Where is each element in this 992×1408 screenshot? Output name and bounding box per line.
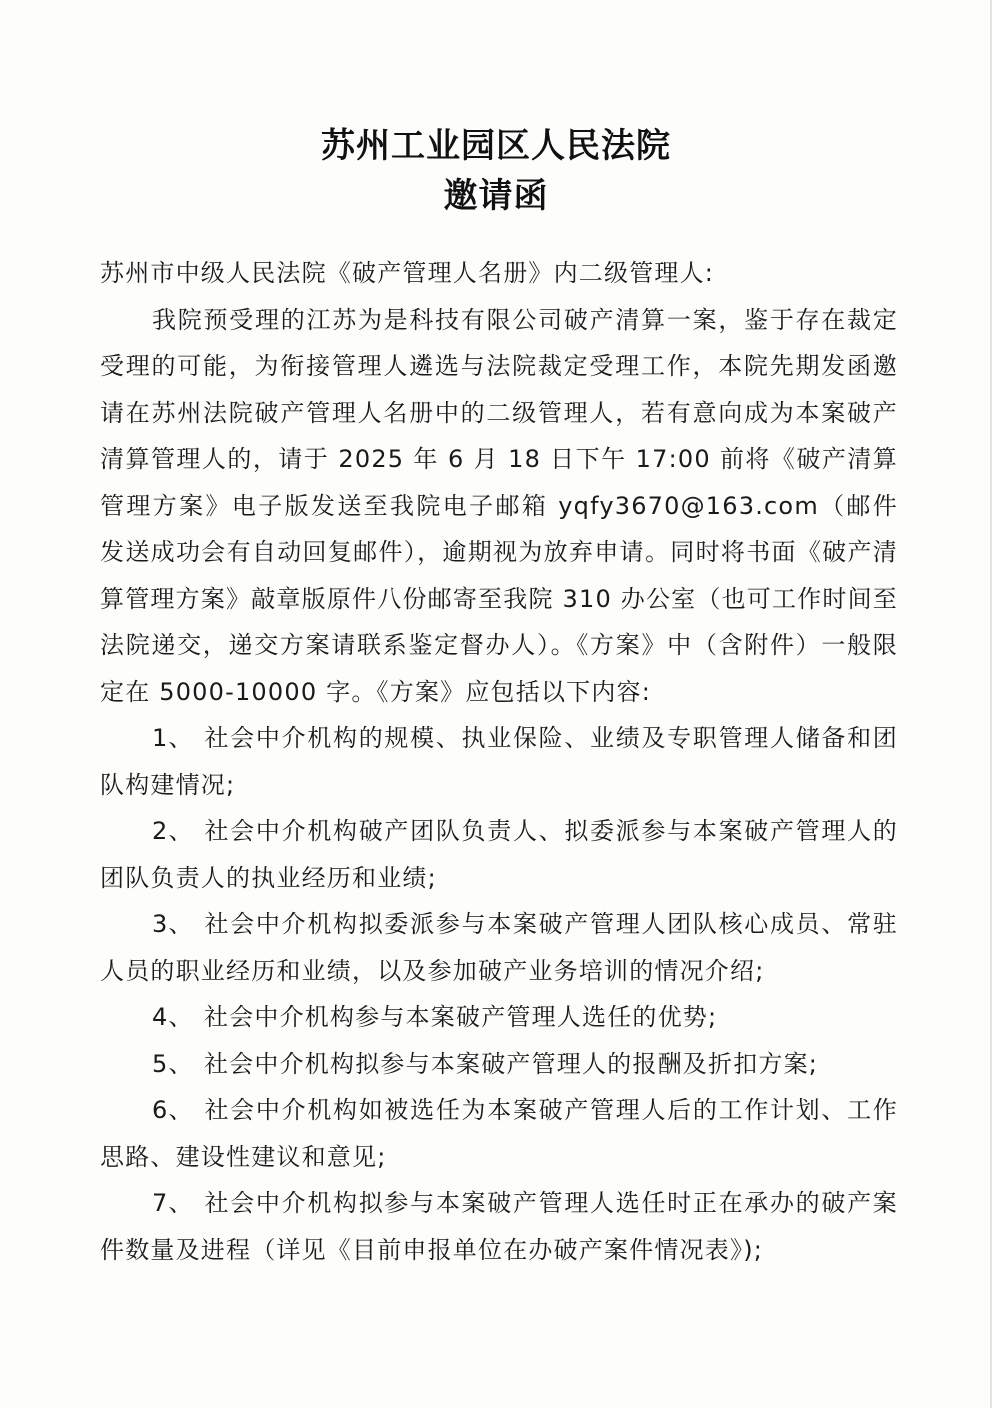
list-item-number: 2、: [152, 817, 194, 845]
list-item-number: 3、: [152, 910, 194, 938]
list-item-text: 社会中介机构拟参与本案破产管理人选任时正在承办的破产案件数量及进程（详见《目前申报单位在办破产案件情况表》);: [100, 1189, 898, 1264]
list-item: [100, 715, 898, 808]
list-item-number: 4、: [152, 1003, 194, 1031]
list-item-number: 7、: [152, 1189, 194, 1217]
court-title: 苏州工业园区人民法院: [321, 126, 671, 166]
letter-title: 邀请函: [443, 176, 549, 216]
list-item: [100, 994, 898, 1041]
list-item: [100, 1087, 898, 1180]
list-item: [100, 808, 898, 901]
list-item: [100, 1180, 898, 1273]
list-item-number: 1、: [152, 724, 194, 752]
letter-body: [100, 250, 898, 1273]
list-item-text: 社会中介机构如被选任为本案破产管理人后的工作计划、工作思路、建设性建议和意见;: [100, 1096, 898, 1171]
salutation: 苏州市中级人民法院《破产管理人名册》内二级管理人:: [100, 259, 715, 287]
list-item: [100, 901, 898, 994]
list-item-text: 社会中介机构拟委派参与本案破产管理人团队核心成员、常驻人员的职业经历和业绩，以及参加破产业务培训的情况介绍;: [100, 910, 898, 985]
list-item-text: 社会中介机构破产团队负责人、拟委派参与本案破产管理人的团队负责人的执业经历和业绩;: [100, 817, 898, 892]
list-item-text: 社会中介机构拟参与本案破产管理人的报酬及折扣方案;: [204, 1049, 819, 1078]
intro-paragraph: 我院预受理的江苏为是科技有限公司破产清算一案，鉴于存在裁定受理的可能，为衔接管理人遴选与法院裁定受理工作，本院先期发函邀请在苏州法院破产管理人名册中的二级管理人，若有意向成为本案破产清算管理人的，请于 2025 年 6 月 18 日下午 17:00 前将《破产清算管理方案》电子版发送至我院电子邮箱 yqfy3670@163.com（邮件发送成功会有自动回复邮件），逾期视为放弃申请。同时将书面《破产清算管理方案》敲章版原件八份邮寄至我院 310 办公室（也可工作时间至法院递交，递交方案请联系鉴定督办人）。《方案》中（含附件）一般限定在 5000-10000 字。《方案》应包括以下内容:: [100, 305, 898, 706]
list-item-text: 社会中介机构参与本案破产管理人选任的优势;: [204, 1003, 718, 1031]
list-item-text: 社会中介机构的规模、执业保险、业绩及专职管理人储备和团队构建情况;: [100, 724, 898, 799]
list-item-number: 6、: [152, 1096, 194, 1124]
list-item-number: 5、: [152, 1049, 194, 1078]
list-item: [100, 1041, 898, 1088]
